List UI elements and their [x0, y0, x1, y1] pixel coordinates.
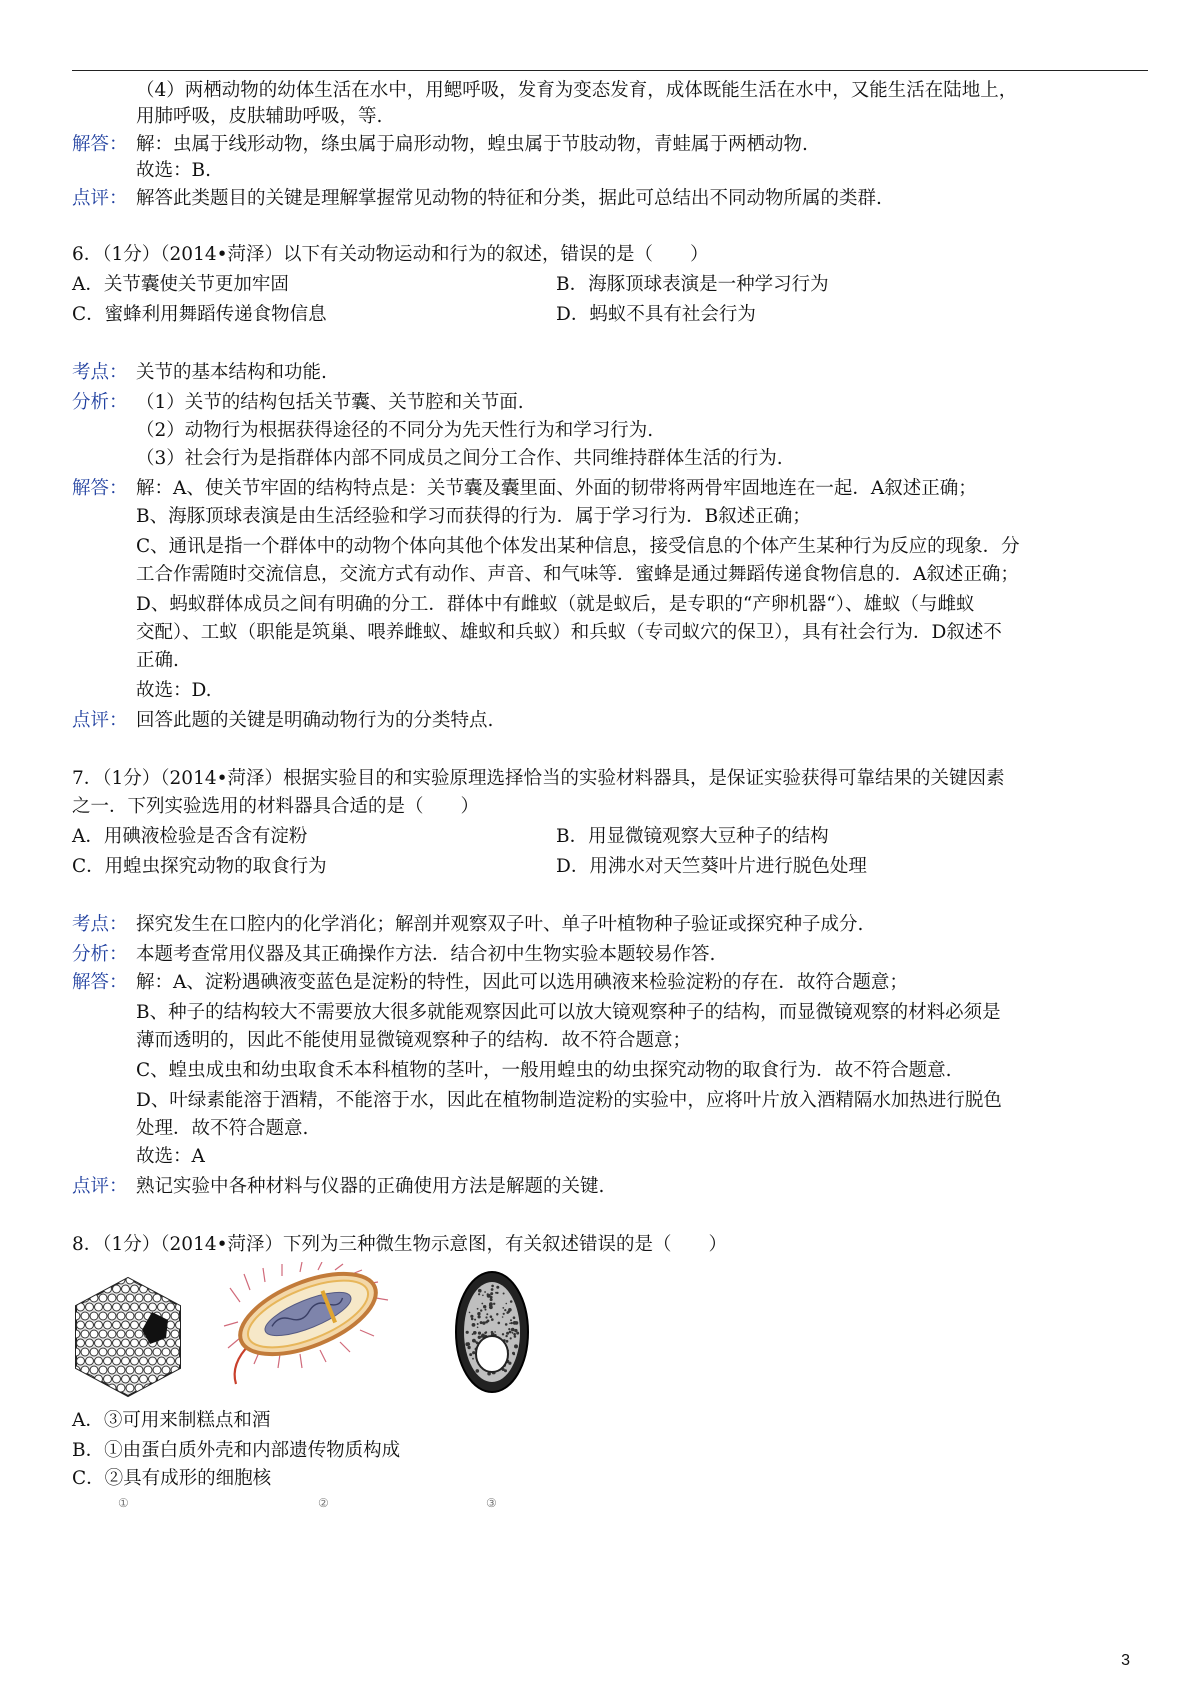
- intro-paragraph-4-line-1: （4）两栖动物的幼体生活在水中，用鳃呼吸，发育为变态发育，成体既能生活在水中，又能生活在陆地上，: [136, 80, 1018, 101]
- q7-review: 熟记实验中各种材料与仪器的正确使用方法是解题的关键.: [136, 1176, 605, 1197]
- q8-stem: 8．（1分）（2014•菏泽）下列为三种微生物示意图，有关叙述错误的是（ ）: [72, 1234, 728, 1255]
- q7-answer-6: 处理．故不符合题意.: [136, 1118, 309, 1139]
- q7-analysis: 本题考查常用仪器及其正确操作方法．结合初中生物实验本题较易作答.: [136, 944, 716, 965]
- q8-option-a: A．③可用来制糕点和酒: [72, 1410, 271, 1431]
- q6-option-c: C．蜜蜂利用舞蹈传递食物信息: [72, 304, 327, 325]
- q6-review-label: 点评：: [72, 710, 128, 731]
- q6-answer-8: 故选：D.: [136, 680, 212, 701]
- intro-review: 解答此类题目的关键是理解掌握常见动物的特征和分类，据此可总结出不同动物所属的类群.: [136, 188, 882, 209]
- q7-answer-7: 故选：A: [136, 1146, 205, 1167]
- q7-option-b: B．用显微镜观察大豆种子的结构: [556, 826, 829, 847]
- intro-paragraph-4-line-2: 用肺呼吸，皮肤辅助呼吸，等.: [136, 106, 383, 127]
- q7-option-d: D．用沸水对天竺葵叶片进行脱色处理: [556, 856, 867, 877]
- q7-answer-1: 解：A、淀粉遇碘液变蓝色是淀粉的特性，因此可以选用碘液来检验淀粉的存在．故符合题意；: [136, 972, 908, 993]
- q7-option-a: A．用碘液检验是否含有淀粉: [72, 826, 308, 847]
- q6-answer-2: B、海豚顶球表演是由生活经验和学习而获得的行为．属于学习行为．B叙述正确；: [136, 506, 811, 527]
- q6-point-label: 考点：: [72, 362, 128, 383]
- q7-answer-2: B、种子的结构较大不需要放大很多就能观察因此可以放大镜观察种子的结构，而显微镜观察的材料必须是: [136, 1002, 1001, 1023]
- q6-answer-label: 解答：: [72, 478, 128, 499]
- figure-label-1: ①: [118, 1496, 129, 1510]
- q7-point: 探究发生在口腔内的化学消化；解剖并观察双子叶、单子叶植物种子验证或探究种子成分.: [136, 914, 864, 935]
- q6-review: 回答此题的关键是明确动物行为的分类特点.: [136, 710, 494, 731]
- q7-point-label: 考点：: [72, 914, 128, 935]
- q7-option-c: C．用蝗虫探究动物的取食行为: [72, 856, 327, 877]
- q6-analysis-2: （2）动物行为根据获得途径的不同分为先天性行为和学习行为.: [136, 420, 654, 441]
- q8-option-c: C．②具有成形的细胞核: [72, 1468, 272, 1489]
- q7-review-label: 点评：: [72, 1176, 128, 1197]
- review-label: 点评：: [72, 188, 128, 209]
- q6-analysis-label: 分析：: [72, 392, 128, 413]
- intro-answer-line-1: 解：虫属于线形动物，绦虫属于扁形动物，蝗虫属于节肢动物，青蛙属于两栖动物.: [136, 134, 808, 155]
- q6-analysis-3: （3）社会行为是指群体内部不同成员之间分工合作、共同维持群体生活的行为.: [136, 448, 783, 469]
- q6-option-a: A．关节囊使关节更加牢固: [72, 274, 289, 295]
- yeast-figure: [452, 1268, 532, 1396]
- q6-answer-4: 工合作需随时交流信息，交流方式有动作、声音、和气味等．蜜蜂是通过舞蹈传递食物信息的．A叙述正确；: [136, 564, 1019, 585]
- q7-answer-4: C、蝗虫成虫和幼虫取食禾本科植物的茎叶，一般用蝗虫的幼虫探究动物的取食行为．故不符合题意.: [136, 1060, 952, 1081]
- q6-point: 关节的基本结构和功能.: [136, 362, 327, 383]
- header-rule: [72, 70, 1148, 71]
- q6-answer-1: 解：A、使关节牢固的结构特点是：关节囊及囊里面、外面的韧带将两骨牢固地连在一起．A叙述正确；: [136, 478, 977, 499]
- intro-answer-line-2: 故选：B.: [136, 160, 211, 181]
- q6-answer-7: 正确.: [136, 650, 179, 671]
- q7-answer-label: 解答：: [72, 972, 128, 993]
- figure-label-2: ②: [318, 1496, 329, 1510]
- q6-stem: 6．（1分）（2014•菏泽）以下有关动物运动和行为的叙述，错误的是（ ）: [72, 244, 709, 265]
- figure-label-3: ③: [486, 1496, 497, 1510]
- q7-answer-5: D、叶绿素能溶于酒精，不能溶于水，因此在植物制造淀粉的实验中，应将叶片放入酒精隔水加热进行脱色: [136, 1090, 1002, 1111]
- q6-option-b: B．海豚顶球表演是一种学习行为: [556, 274, 829, 295]
- q6-answer-3: C、通讯是指一个群体中的动物个体向其他个体发出某种信息，接受信息的个体产生某种行为反应的现象．分: [136, 536, 1020, 557]
- bacterium-figure: [220, 1262, 390, 1392]
- page-number: 3: [1121, 1652, 1130, 1669]
- q6-answer-5: D、蚂蚁群体成员之间有明确的分工．群体中有雌蚁（就是蚁后，是专职的“产卵机器“）、雄蚁（与雌蚁: [136, 594, 975, 615]
- q6-option-d: D．蚂蚁不具有社会行为: [556, 304, 756, 325]
- virus-figure: [68, 1272, 188, 1402]
- q8-option-b: B．①由蛋白质外壳和内部遗传物质构成: [72, 1440, 401, 1461]
- q6-analysis-1: （1）关节的结构包括关节囊、关节腔和关节面.: [136, 392, 524, 413]
- answer-label: 解答：: [72, 134, 128, 155]
- q6-answer-6: 交配）、工蚁（职能是筑巢、喂养雌蚁、雄蚁和兵蚁）和兵蚁（专司蚁穴的保卫），具有社会行为．D叙述不: [136, 622, 1002, 643]
- q7-analysis-label: 分析：: [72, 944, 128, 965]
- q7-answer-3: 薄而透明的，因此不能使用显微镜观察种子的结构．故不符合题意；: [136, 1030, 692, 1051]
- q7-stem-line-1: 7．（1分）（2014•菏泽）根据实验目的和实验原理选择恰当的实验材料器具，是保证实验获得可靠结果的关键因素: [72, 768, 1005, 789]
- q7-stem-line-2: 之一．下列实验选用的材料器具合适的是（ ）: [72, 796, 480, 817]
